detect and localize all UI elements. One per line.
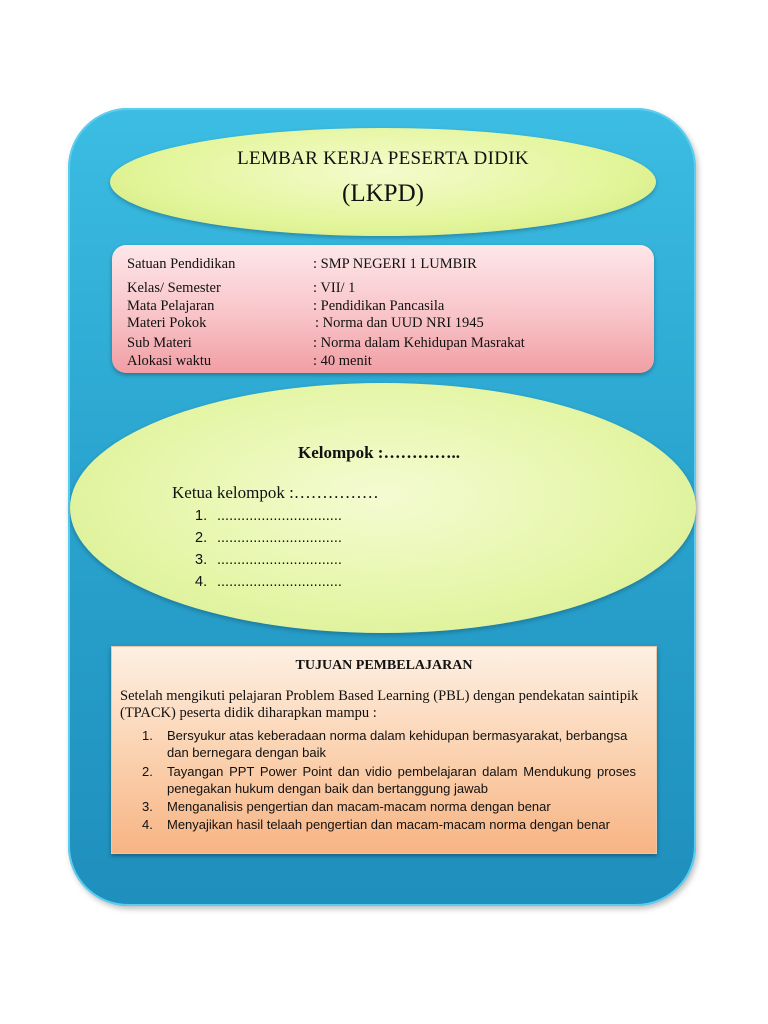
goal-item <box>142 763 636 797</box>
goal-text: Bersyukur atas keberadaan norma dalam kehidupan bermasyarakat, berbangsa dan bernegara dengan baik <box>167 728 628 760</box>
info-label: Satuan Pendidikan <box>127 256 236 272</box>
goal-item <box>142 727 636 761</box>
member-number: 1. <box>195 508 208 524</box>
member-number: 4. <box>195 574 208 590</box>
goal-text: Tayangan PPT Power Point dan vidio pembelajaran dalam Mendukung proses penegakan hukum dengan baik dan bertanggung jawab <box>167 764 636 796</box>
group-leader-field: Ketua kelompok :…………… <box>172 483 379 502</box>
member-number: 3. <box>195 552 208 568</box>
title-oval <box>110 128 656 236</box>
info-label: Sub Materi <box>127 335 192 351</box>
goal-item <box>142 816 636 833</box>
info-box <box>112 245 654 373</box>
goal-number: 4. <box>142 817 153 832</box>
group-oval <box>70 383 696 633</box>
info-label: Mata Pelajaran <box>127 298 215 314</box>
goal-item <box>142 798 636 815</box>
info-value: : Pendidikan Pancasila <box>313 298 445 314</box>
info-value: : Norma dan UUD NRI 1945 <box>315 315 484 331</box>
info-label: Kelas/ Semester <box>127 280 221 296</box>
member-blank: ............................... <box>217 574 342 590</box>
worksheet-subtitle: (LKPD) <box>342 180 424 207</box>
goals-title: TUJUAN PEMBELAJARAN <box>295 658 473 673</box>
member-line <box>195 508 342 524</box>
worksheet-title: LEMBAR KERJA PESERTA DIDIK <box>237 148 529 169</box>
goal-text: Menganalisis pengertian dan macam-macam norma dengan benar <box>167 799 551 814</box>
info-value: : VII/ 1 <box>313 280 356 296</box>
info-value: : 40 menit <box>313 353 372 369</box>
goal-number: 3. <box>142 799 153 814</box>
member-line <box>195 574 342 590</box>
member-blank: ............................... <box>217 508 342 524</box>
info-value: : SMP NEGERI 1 LUMBIR <box>313 256 477 272</box>
member-line <box>195 530 342 546</box>
goal-text: Menyajikan hasil telaah pengertian dan macam-macam norma dengan benar <box>167 817 610 832</box>
group-title: Kelompok :………….. <box>298 443 460 462</box>
member-blank: ............................... <box>217 552 342 568</box>
learning-goals-box <box>111 646 657 854</box>
member-number: 2. <box>195 530 208 546</box>
goal-number: 1. <box>142 728 153 743</box>
info-label: Materi Pokok <box>127 315 207 331</box>
member-line <box>195 552 342 568</box>
goals-intro: Setelah mengikuti pelajaran Problem Based Learning (PBL) dengan pendekatan saintipik (TPACK) peserta didik diharapkan mampu : <box>120 688 639 721</box>
info-label: Alokasi waktu <box>127 353 212 369</box>
member-blank: ............................... <box>217 530 342 546</box>
goal-number: 2. <box>142 764 153 779</box>
info-value: : Norma dalam Kehidupan Masrakat <box>313 335 525 351</box>
